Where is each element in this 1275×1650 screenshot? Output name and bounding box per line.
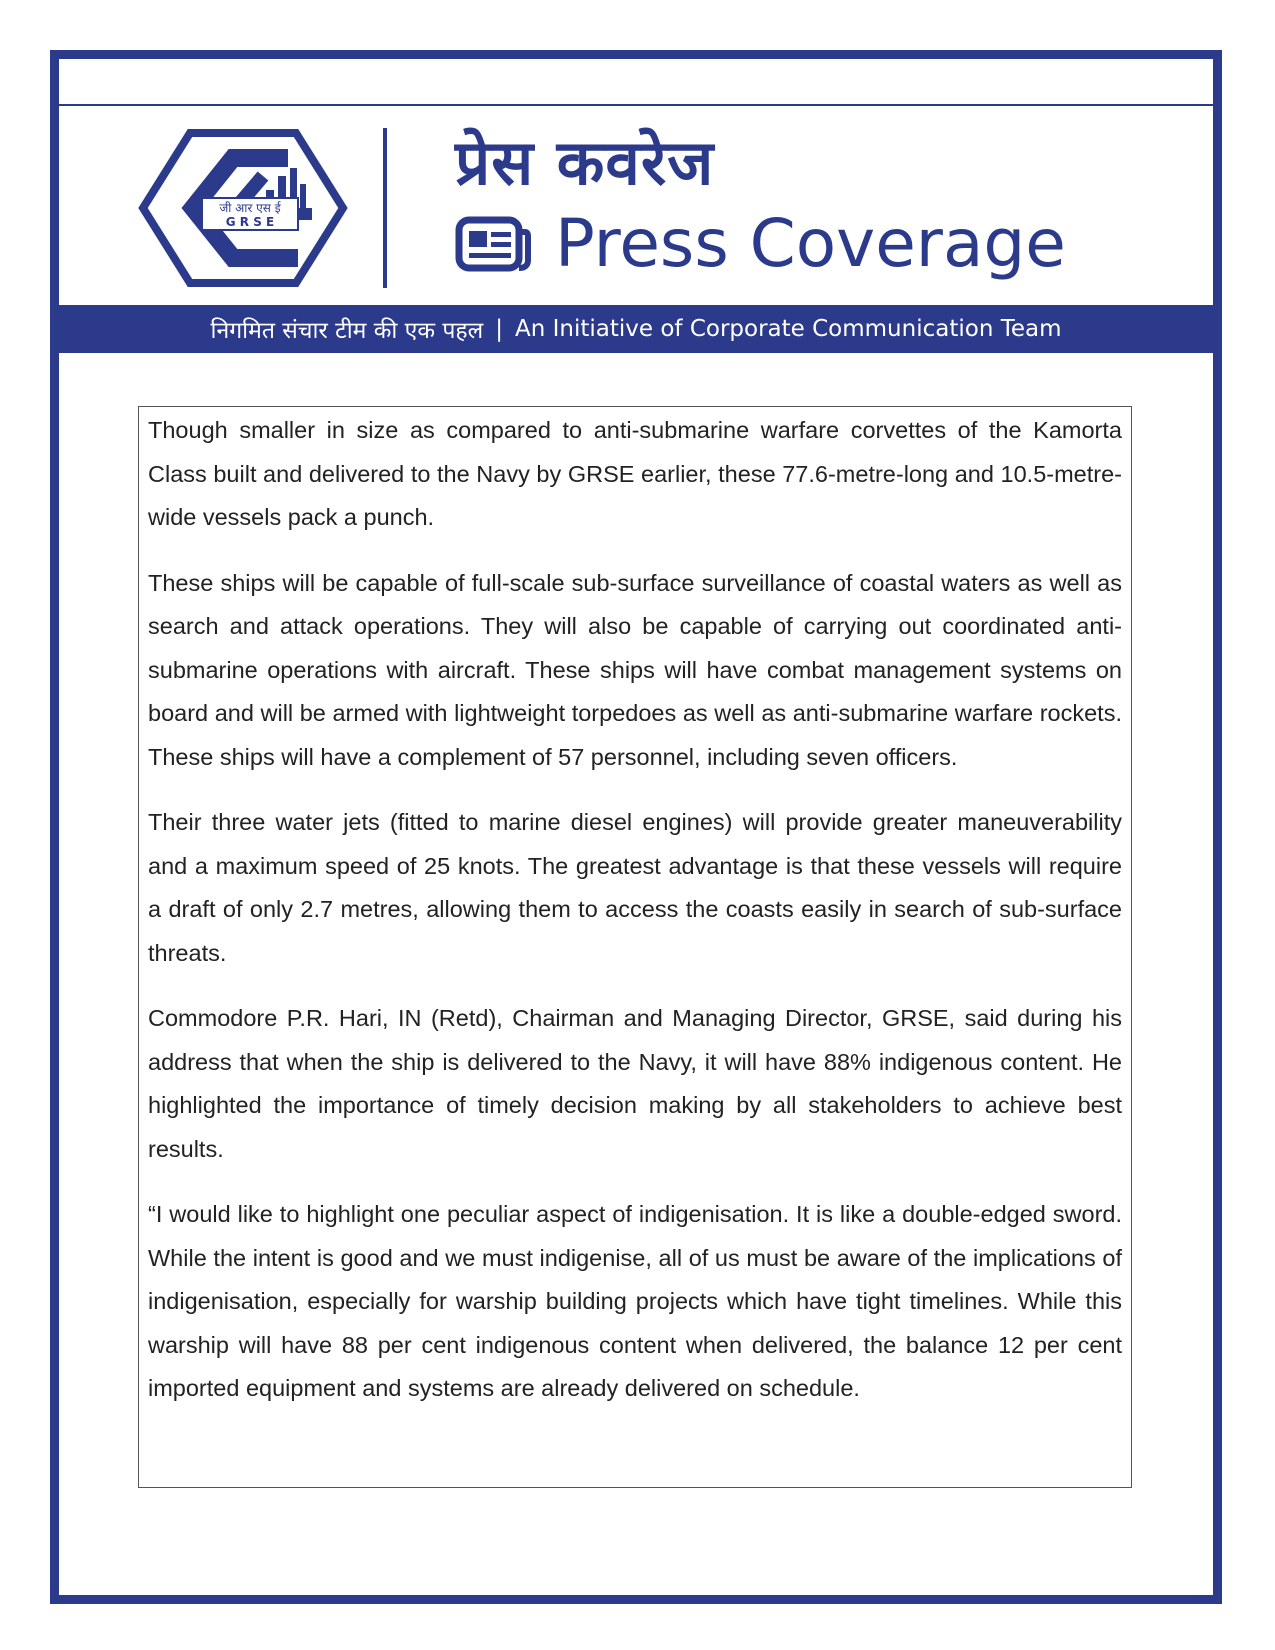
article-paragraph: Though smaller in size as compared to anti-submarine warfare corvettes of the Kamorta Class built and delivered to the Navy by GRSE earlier, these 77.6-metre-long and 10.5-metre-wide vessels pack a punch.	[148, 417, 1122, 530]
banner-english: An Initiative of Corporate Communication Team	[514, 316, 1062, 342]
header-divider	[383, 128, 387, 288]
article-paragraph: These ships will be capable of full-scale sub-surface surveillance of coastal waters as well as search and attack operations. They will also be capable of carrying out coordinated anti-submarine operations with aircraft. These ships will have combat management systems on board and will be armed with lightweight torpedoes as well as anti-submarine warfare rockets. These ships will have a complement of 57 personnel, including seven officers.	[148, 569, 1122, 770]
article-box	[138, 406, 1132, 1488]
article-paragraph: Their three water jets (fitted to marine diesel engines) will provide greater maneuverability and a maximum speed of 25 knots. The greatest advantage is that these vessels will require a draft of only 2.7 metres, allowing them to access the coasts easily in search of sub-surface threats.	[148, 809, 1122, 966]
article-paragraph: Commodore P.R. Hari, IN (Retd), Chairman and Managing Director, GRSE, said during his address that when the ship is delivered to the Navy, it will have 88% indigenous content. He highlighted the importance of timely decision making by all stakeholders to achieve best results.	[148, 1005, 1122, 1162]
banner-hindi: निगमित संचार टीम की एक पहल	[210, 318, 484, 344]
newspaper-icon	[455, 216, 531, 272]
article-paragraph: “I would like to highlight one peculiar aspect of indigenisation. It is like a double-edged sword. While the intent is good and we must indigenise, all of us must be aware of the implications of indigenisation, especially for warship building projects which have tight timelines. While this warship will have 88 per cent indigenous content when delivered, the balance 12 per cent imported equipment and systems are already delivered on schedule.	[148, 1201, 1122, 1401]
english-title: Press Coverage	[555, 205, 1066, 282]
logo-hindi-text: जी आर एस ई	[219, 201, 281, 215]
hindi-title: प्रेस कवरेज	[455, 126, 715, 199]
banner-separator: |	[495, 316, 503, 342]
initiative-banner	[50, 305, 1222, 353]
header-rule	[58, 104, 1214, 106]
grse-logo	[138, 128, 348, 288]
english-title-row	[455, 205, 1066, 283]
logo-english-text: G R S E	[225, 215, 275, 229]
